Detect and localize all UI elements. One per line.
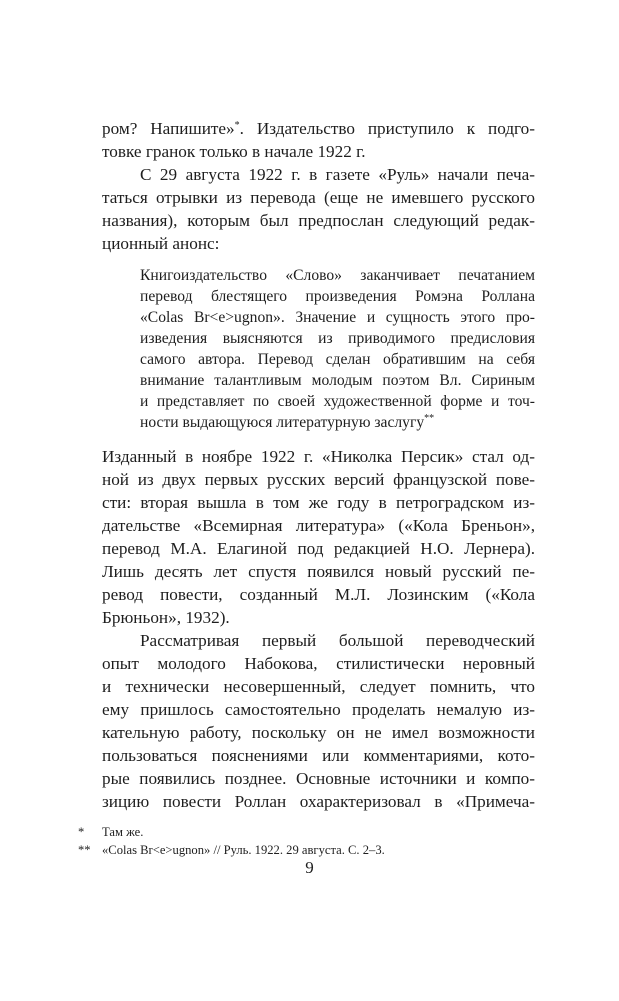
text-line: дательстве «Всемирная литература» («Кола Бреньон», [102, 516, 535, 535]
footnote-mark: * [78, 825, 85, 839]
text-line: ционный анонс: [102, 234, 220, 253]
text-line: ревод повести, созданный М.Л. Лозинским («Кола [102, 585, 535, 604]
text-line: сти: вторая вышла в том же году в петроградском из- [102, 493, 535, 512]
text-line: ром? Напишите»*. Издательство приступило к подго- [102, 119, 535, 138]
quote-line: внимание талантливым молодым поэтом Вл. Сириным [140, 372, 535, 389]
footnote-mark: ** [78, 843, 91, 857]
text-line: опыт молодого Набокова, стилистически неровный [102, 654, 535, 673]
footnote-text: Там же. [102, 825, 144, 839]
page-number: 9 [305, 858, 314, 877]
text-line: названия), которым был предпослан следующий редак- [102, 211, 535, 230]
footnote-text: «Colas Br<e>ugnon» // Руль. 1922. 29 августа. С. 2–3. [102, 843, 385, 857]
text-line: и технически несовершенный, следует помнить, что [102, 677, 535, 696]
quote-line: ности выдающуюся литературную заслугу** [140, 413, 435, 431]
quote-line: Книгоиздательство «Слово» заканчивает печатанием [140, 267, 535, 284]
text-line: таться отрывки из перевода (еще не имевшего русского [102, 188, 535, 207]
text-line: Изданный в ноябре 1922 г. «Николка Персик» стал од- [102, 447, 535, 466]
quote-line: изведения выясняются из приводимого предисловия [140, 330, 535, 347]
text-line: кательную работу, поскольку он не имел возможности [102, 723, 535, 742]
text-line: пользоваться пояснениями или комментариями, кото- [102, 746, 535, 765]
text-line: С 29 августа 1922 г. в газете «Руль» начали печа- [140, 165, 535, 184]
text-line: ной из двух первых русских версий французской пове- [102, 470, 535, 489]
text-line: Лишь десять лет спустя появился новый русский пе- [102, 562, 535, 581]
quote-line: «Colas Br<e>ugnon». Значение и сущность этого про- [140, 309, 535, 326]
quote-line: и представляет по своей художественной форме и точ- [140, 393, 535, 410]
quote-line: самого автора. Перевод сделан обратившим на себя [140, 351, 535, 368]
text-line: товке гранок только в начале 1922 г. [102, 142, 366, 161]
footnote-ref[interactable]: * [234, 120, 240, 131]
quote-line: перевод блестящего произведения Ромэна Роллана [140, 288, 535, 305]
text-line: ему пришлось самостоятельно проделать немалую из- [102, 700, 535, 719]
text-line: зицию повести Роллан охарактеризовал в «Примеча- [102, 792, 535, 811]
text-line: перевод М.А. Елагиной под редакцией Н.О. Лернера). [102, 539, 535, 558]
text-line: Рассматривая первый большой переводческий [140, 631, 535, 650]
text-line: рые появились позднее. Основные источники и компо- [102, 769, 535, 788]
text-line: Брюньон», 1932). [102, 608, 230, 627]
footnote-ref[interactable]: ** [424, 413, 435, 424]
